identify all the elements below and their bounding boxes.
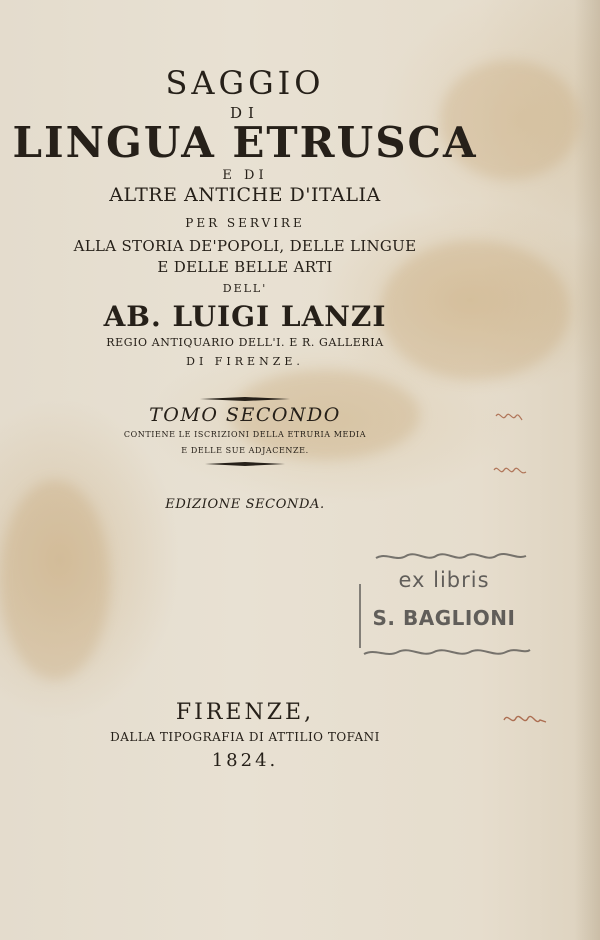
- dell-label: DELL': [222, 282, 268, 295]
- pencil-mark: [492, 460, 528, 480]
- author-name: AB. LUIGI LANZI: [103, 300, 387, 333]
- edition-label: EDIZIONE SECONDA.: [165, 497, 325, 512]
- author-role-line-1: REGIO ANTIQUARIO DELL'I. E R. GALLERIA: [106, 336, 384, 349]
- page-edge-shadow: [574, 0, 600, 940]
- purpose-line-1: ALLA STORIA DE'POPOLI, DELLE LINGUE: [73, 237, 417, 255]
- volume-contents-line-1: CONTIENE LE ISCRIZIONI DELLA ETRURIA MEDIA: [123, 430, 367, 439]
- pencil-mark: [502, 708, 548, 730]
- volume-contents-line-2: E DELLE SUE ADJACENZE.: [181, 446, 309, 455]
- title-line-altre-antiche: ALTRE ANTICHE D'ITALIA: [109, 184, 381, 206]
- ornamental-rule-top: [0, 396, 490, 402]
- imprint-printer: DALLA TIPOGRAFIA DI ATTILIO TOFANI: [110, 730, 380, 744]
- imprint-city: FIRENZE,: [175, 700, 315, 725]
- purpose-line-2: E DELLE BELLE ARTI: [157, 258, 333, 276]
- title-conjunction: E DI: [222, 168, 268, 183]
- stamp-ex-libris: ex libris: [398, 568, 490, 592]
- ornamental-rule-bottom: [0, 461, 490, 467]
- imprint-year: 1824.: [211, 750, 279, 771]
- title-line-lingua-etrusca: LINGUA ETRUSCA: [12, 118, 478, 167]
- pencil-mark: [494, 408, 524, 428]
- per-servire: PER SERVIRE: [185, 216, 305, 230]
- title-di: DI: [230, 104, 260, 122]
- author-role-line-2: DI FIRENZE.: [186, 355, 304, 368]
- volume-title: TOMO SECONDO: [149, 404, 341, 426]
- stamp-owner-name: S. BAGLIONI: [372, 606, 516, 630]
- ex-libris-stamp: [356, 550, 532, 660]
- title-line-saggio: SAGGIO: [165, 64, 325, 102]
- stamp-border: [356, 550, 532, 660]
